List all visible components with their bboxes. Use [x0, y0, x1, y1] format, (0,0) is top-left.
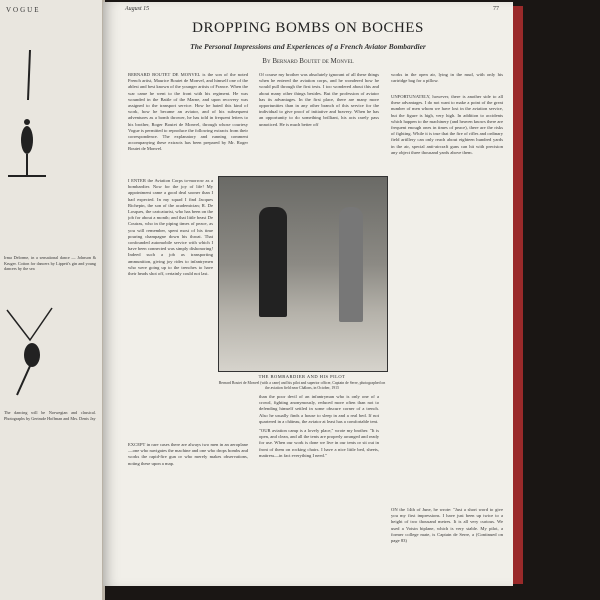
column-3-top	[391, 72, 503, 92]
col2-paragraph-3: "OUR aviation camp is a lovely place," wrote my brother. "It is open, and clean, and all the tents are properly arranged and ready for use. When our work is done we live in our tents or sit out in front of them on rocking chairs. I have a nice little bed, sheets, mattress—in fact everything I need."	[259, 428, 379, 458]
col3-paragraph-1: works in the open air, lying in the mud, with only his cartridge bag for a pillow.	[391, 72, 503, 84]
left-caption-a: Irma Delorme, in a sensational dance — Johnson & Kruger. Cotton for dancers by Lippett's gin and young dancers by the sea	[4, 255, 96, 272]
left-caption-b: The dancing will be Norwegian and classical. Photographs by Gertrude Hoffman and Mrs. Denis Jay	[4, 410, 96, 421]
column-2-top	[259, 72, 379, 172]
figure-pilot	[339, 207, 363, 322]
photo-caption: THE BOMBARDIER AND HIS PILOT	[258, 374, 346, 379]
running-head: August 15	[125, 6, 150, 12]
figure-bombardier	[259, 207, 287, 317]
column-1-top	[128, 178, 213, 393]
col1-paragraph-1: I ENTER the Aviation Corps to-morrow as a bombardier. Now for the joy of life! My appointment came a good deal sooner than I had expected. In my squad I find Jacques Richepin, the son of the academician; R. De Losques, the caricaturist, who has been on the job for about a month; and that little beast De Coutras, who in the piping times of peace, as you will remember, spent most of his time pouring champagne down his throat. That confounded automobile service with which I have been connected was simply dishonoring! Indeed such a job as transporting ammunition, giving joy rides to infantrymen who were going up to the trenches to have their heads shot off, certainly could not last.	[128, 178, 213, 277]
article-title: DROPPING BOMBS ON BOCHES	[192, 20, 424, 36]
bombardier-photo	[218, 176, 388, 372]
col1-paragraph-2: EXCEPT in rare cases there are always two men in an aeroplane—one who navigates the machine and one who drops bombs and works the rapid-fire gun or who merely makes observations, noting these upon a map.	[128, 442, 248, 466]
page-number: 77	[493, 6, 499, 12]
intro-paragraph	[128, 72, 248, 153]
col3-paragraph-2: UNFORTUNATELY, however, there is another side to all these advantages. I do not want to make a point of the great number of men whom we have lost in the aviation service, but the figure is high, very high. In addition to accidents which happen to the machinery (and heaven knows there are frequent enough ones in times of peace), there are the risks of fighting. While it is true that the fire of rifles and ordinary field artillery can only reach about eighteen hundred yards in the air, special anti-aircraft guns can hit with precision any object three thousand yards above them.	[391, 94, 503, 155]
dancer-illustration-top	[8, 50, 48, 185]
magazine-folio: VOGUE	[6, 6, 41, 14]
col3-paragraph-3: ON the 14th of June, he wrote: "Just a short word to give you my first impressions. I have just been up twice to a height of two thousand metres. It is all very curious. We used a Voisin biplane, which is very stable. My pilot, a former college mate, is Captain de Serre, a (Continued on page 83)	[391, 507, 503, 544]
col2-paragraph-2: than the poor devil of an infantryman who is only one of a crowd, fighting anonymously, reduced more often than not to defending himself settled in some obscure corner of a trench. Also he usually finds a house to sleep in and a real bed. If not quartered in a château, the aviator at least has a comfortable tent.	[259, 394, 379, 424]
col2-paragraph-1: Of course my brother was absolutely ignorant of all these things when he entered the aviation corps, and he wondered how he would pull through the first tests. I too wondered about this and about many other things besides. But the profession of aviator has its advantages. In the first place, there are many more opportunities than in any other branch of this service for the individual to give proof of initiative and bravery. When he has an opportunity to do something brilliant, his acts rarely pass unnoticed. He is much better off	[259, 72, 379, 127]
left-page	[0, 0, 105, 600]
column-2-bottom	[259, 394, 379, 584]
intro-text: BERNARD BOUTET DE MONVEL is the son of the noted French artist, Maurice Boutet de Monvel, and himself one of the ablest and best known of the younger artists of France. When the war came he went to the front with his regiment. He was wounded in the Battle of the Marne, and upon recovery was assigned to the transport service. How he hated this kind of work, how he became an aviator, and of his subsequent adventures as a bomb thrower, he has told in frequent letters to his brother, Roger Boutet de Monvel, through whose courtesy Vogue is permitted to reproduce the following extracts from their correspondence. The explanatory and running comment accompanying these extracts has been prepared by Mr. Roger Boutet de Monvel.	[128, 72, 248, 152]
column-3-bottom	[391, 507, 503, 585]
book-edge	[513, 6, 523, 584]
article-subtitle: The Personal Impressions and Experiences of a French Aviator Bombardier	[190, 42, 426, 51]
column-3-middle	[391, 94, 503, 489]
article-byline: By Bernard Boutet de Monvel	[262, 57, 354, 65]
article-page	[103, 2, 513, 586]
dancer-illustration-bottom	[2, 300, 62, 400]
photo-credit: Bernard Boutet de Monvel (with a cane) and his pilot and superior officer, Captain de Serre, photographed on the aviation field near Châlons, in October, 1915	[218, 381, 386, 390]
column-1-bottom	[128, 442, 248, 582]
